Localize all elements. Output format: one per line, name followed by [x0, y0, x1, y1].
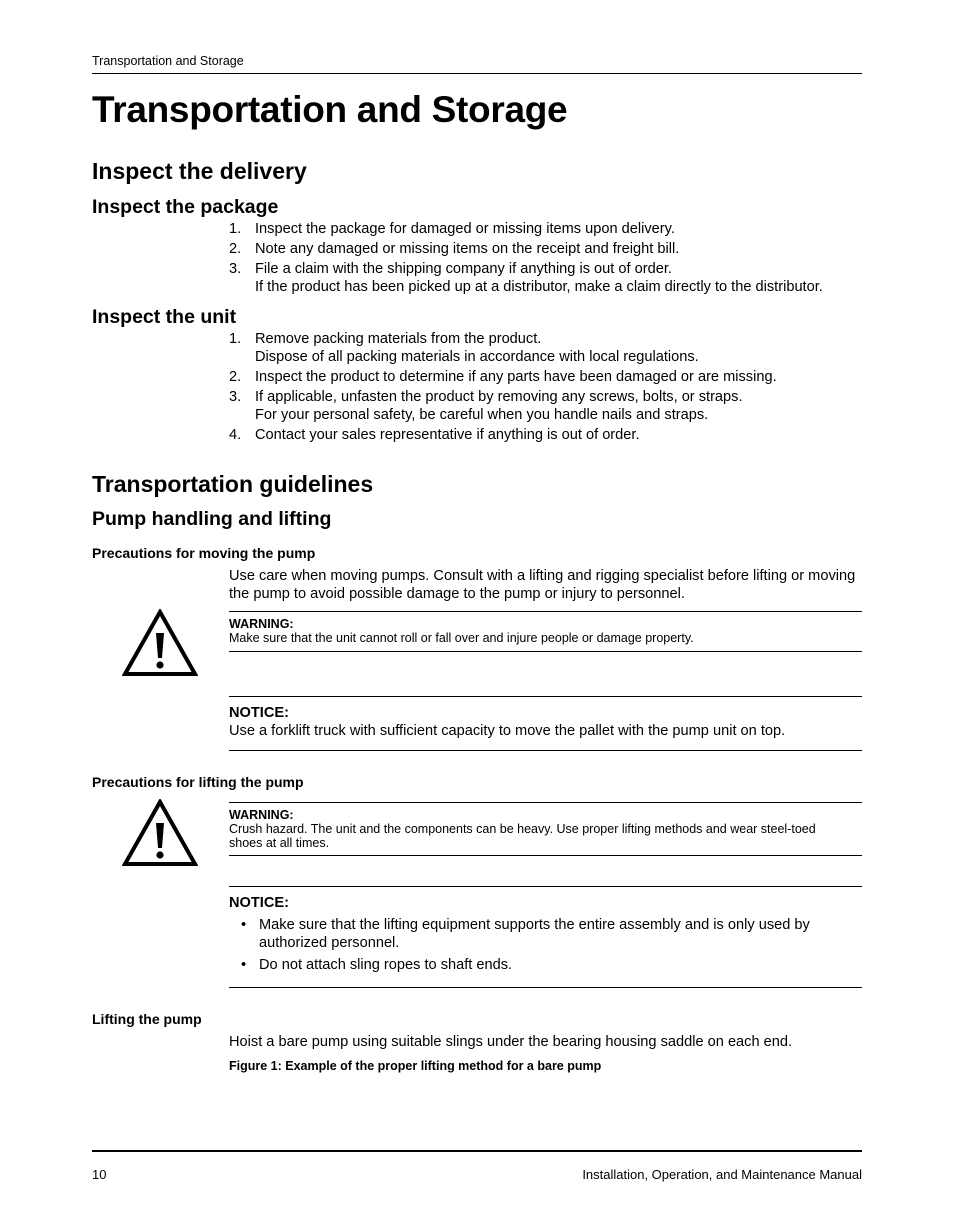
bullet-dot: •: [241, 917, 247, 933]
list-item: • Make sure that the lifting equipment supports the entire assembly and is only used by authorized personnel.: [241, 917, 810, 951]
heading-moving: Precautions for moving the pump: [92, 545, 316, 561]
heading-lifting-pump: Lifting the pump: [92, 1011, 202, 1027]
bullet-dot: •: [241, 957, 247, 973]
running-header: Transportation and Storage: [92, 54, 244, 68]
warning-box-moving: [229, 611, 862, 652]
subsection-title-unit: Inspect the unit: [92, 306, 237, 328]
footer-manual-title: Installation, Operation, and Maintenance Manual: [582, 1167, 862, 1182]
subsection-title-package: Inspect the package: [92, 196, 279, 218]
notice-label: NOTICE:: [229, 705, 289, 721]
warning-box-lifting: [229, 802, 862, 856]
warning-triangle-icon: [122, 609, 198, 677]
warning-text: Crush hazard. The unit and the components can be heavy. Use proper lifting methods and wear steel-toed shoes at all times.: [229, 822, 816, 850]
notice-box-moving: [229, 696, 862, 751]
notice-label: NOTICE:: [229, 895, 289, 911]
footer-rule: [92, 1150, 862, 1152]
warning-text: Make sure that the unit cannot roll or fall over and injure people or damage property.: [229, 631, 694, 645]
page-title: Transportation and Storage: [92, 89, 568, 130]
notice-text: Use a forklift truck with sufficient capacity to move the pallet with the pump unit on top.: [229, 723, 786, 739]
heading-lifting: Precautions for lifting the pump: [92, 774, 304, 790]
warning-label: WARNING:: [229, 808, 294, 822]
header-rule: [92, 73, 862, 74]
page-number: 10: [92, 1167, 107, 1182]
figure-caption: Figure 1: Example of the proper lifting method for a bare pump: [229, 1059, 602, 1073]
package-steps: [229, 220, 862, 298]
warning-label: WARNING:: [229, 617, 294, 631]
unit-steps: [229, 330, 862, 446]
list-item: 2. Note any damaged or missing items on the receipt and freight bill.: [229, 241, 680, 257]
list-item: 2. Inspect the product to determine if any parts have been damaged or are missing.: [229, 369, 777, 385]
list-item: 3. File a claim with the shipping company if anything is out of order. If the product has been picked up at a distributor, make a claim directly to the distributor.: [229, 261, 823, 295]
notice-bullets: [229, 916, 862, 974]
list-item: 4. Contact your sales representative if anything is out of order.: [229, 427, 640, 443]
subsection-title-handling: Pump handling and lifting: [92, 508, 332, 530]
warning-triangle-icon: [122, 799, 198, 867]
section-title-transport: Transportation guidelines: [92, 471, 374, 497]
section-title-delivery: Inspect the delivery: [92, 158, 307, 184]
moving-intro: Use care when moving pumps. Consult with a lifting and rigging specialist before lifting or moving the pump to avoid possible damage to the pump or injury to personnel.: [229, 568, 856, 602]
list-item: • Do not attach sling ropes to shaft ends.: [241, 957, 513, 973]
list-item: 3. If applicable, unfasten the product by removing any screws, bolts, or straps. For your personal safety, be careful when you handle nails and straps.: [229, 389, 743, 423]
lifting-pump-text: Hoist a bare pump using suitable slings under the bearing housing saddle on each end.: [229, 1034, 793, 1050]
notice-box-lifting: [229, 886, 862, 988]
list-item: 1. Inspect the package for damaged or missing items upon delivery.: [229, 221, 675, 237]
list-item: 1. Remove packing materials from the product. Dispose of all packing materials in accordance with local regulations.: [229, 331, 699, 365]
